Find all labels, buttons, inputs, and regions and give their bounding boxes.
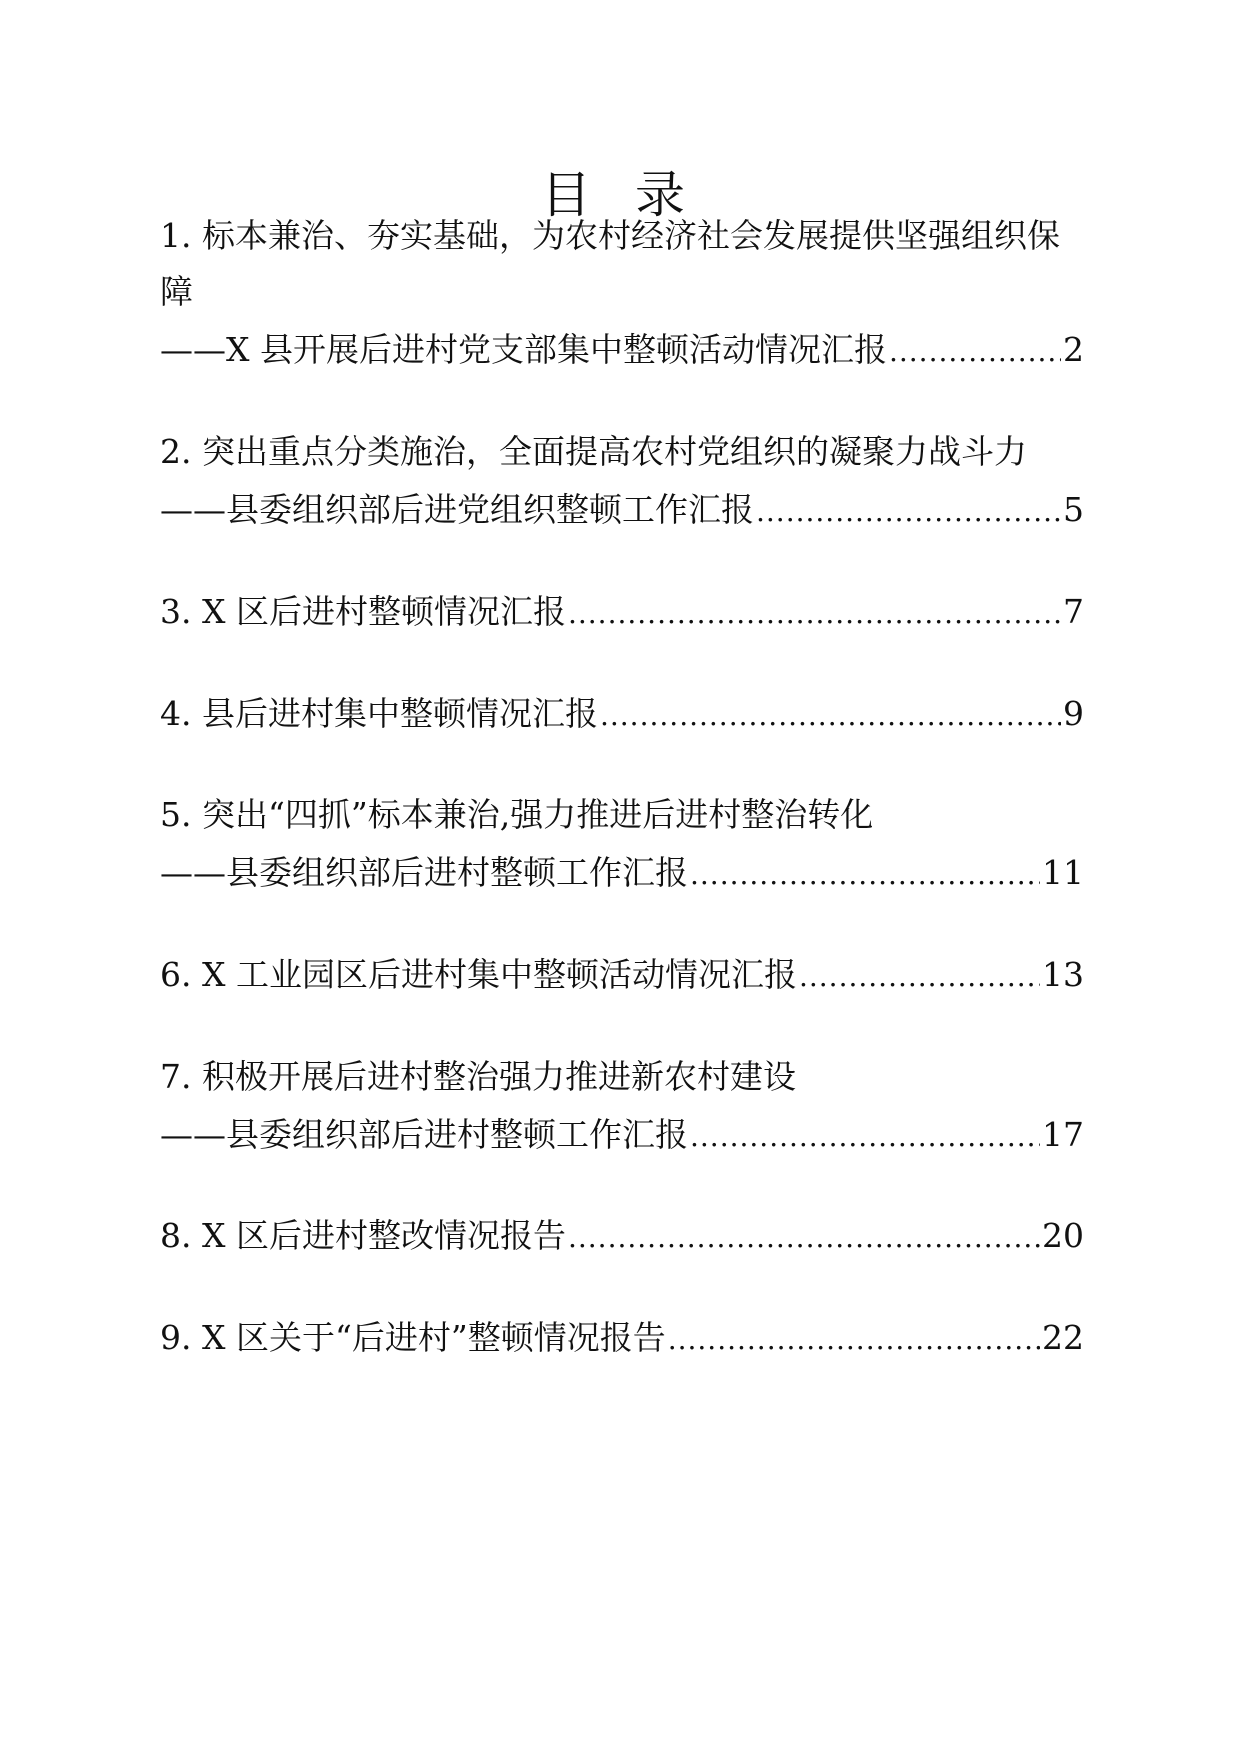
toc-entry-title-text: 8. X 区后进村整改情况报告	[160, 1216, 566, 1255]
dot-leader	[690, 1115, 1040, 1159]
toc-entry-subtitle-text: ——X 县开展后进村党支部集中整顿活动情况汇报	[160, 330, 887, 369]
toc-entry-title-text: 5. 突出“四抓”标本兼治,强力推进后进村整治转化	[160, 795, 874, 834]
dot-leader	[799, 955, 1040, 999]
toc-entry-title-text: 障	[160, 272, 193, 311]
dot-leader	[889, 330, 1061, 374]
toc-entry-subtitle-text: ——县委组织部后进村整顿工作汇报	[160, 853, 688, 892]
toc-entry-1-title-cont[interactable]	[160, 270, 1084, 314]
toc-entry-title-text: 3. X 区后进村整顿情况汇报	[160, 592, 566, 631]
toc-page-number: 7	[1063, 592, 1084, 631]
toc-entry-4[interactable]	[160, 692, 1084, 738]
toc-entry-3[interactable]	[160, 590, 1084, 636]
toc-entry-5-title[interactable]	[160, 793, 1084, 837]
toc-entry-2-subtitle[interactable]	[160, 488, 1084, 534]
toc-entry-subtitle-text: ——县委组织部后进党组织整顿工作汇报	[160, 490, 754, 529]
toc-entry-9[interactable]	[160, 1316, 1084, 1362]
toc-entry-title-text: 4. 县后进村集中整顿情况汇报	[160, 694, 598, 733]
toc-title: 目 录	[541, 166, 699, 224]
toc-entry-2-title[interactable]	[160, 430, 1084, 474]
toc-entry-6[interactable]	[160, 953, 1084, 999]
toc-entry-7-subtitle[interactable]	[160, 1113, 1084, 1159]
toc-entry-title-text: 7. 积极开展后进村整治强力推进新农村建设	[160, 1057, 796, 1096]
toc-entry-7-title[interactable]	[160, 1055, 1084, 1099]
toc-page-number: 13	[1042, 955, 1084, 994]
dot-leader	[568, 1216, 1040, 1260]
toc-entry-1-title[interactable]	[160, 214, 1084, 258]
toc-entry-title-text: 6. X 工业园区后进村集中整顿活动情况汇报	[160, 955, 797, 994]
toc-entry-5-subtitle[interactable]	[160, 851, 1084, 897]
toc-page-number: 20	[1042, 1216, 1084, 1255]
toc-entry-1-subtitle[interactable]	[160, 328, 1084, 374]
toc-page-number: 9	[1063, 694, 1084, 733]
toc-page-number: 17	[1042, 1115, 1084, 1154]
dot-leader	[690, 853, 1040, 897]
dot-leader	[568, 592, 1061, 636]
toc-page-number: 11	[1042, 853, 1084, 892]
toc-entry-8[interactable]	[160, 1214, 1084, 1260]
dot-leader	[600, 694, 1061, 738]
dot-leader	[668, 1318, 1040, 1362]
dot-leader	[756, 490, 1061, 534]
toc-entry-title-text: 2. 突出重点分类施治，全面提高农村党组织的凝聚力战斗力	[160, 432, 1027, 471]
toc-entry-title-text: 1. 标本兼治、夯实基础，为农村经济社会发展提供坚强组织保	[160, 216, 1060, 255]
toc-page-number: 5	[1063, 490, 1084, 529]
toc-entry-subtitle-text: ——县委组织部后进村整顿工作汇报	[160, 1115, 688, 1154]
toc-page-number: 2	[1063, 330, 1084, 369]
toc-page-number: 22	[1042, 1318, 1084, 1357]
toc-entry-title-text: 9. X 区关于“后进村”整顿情况报告	[160, 1318, 666, 1357]
